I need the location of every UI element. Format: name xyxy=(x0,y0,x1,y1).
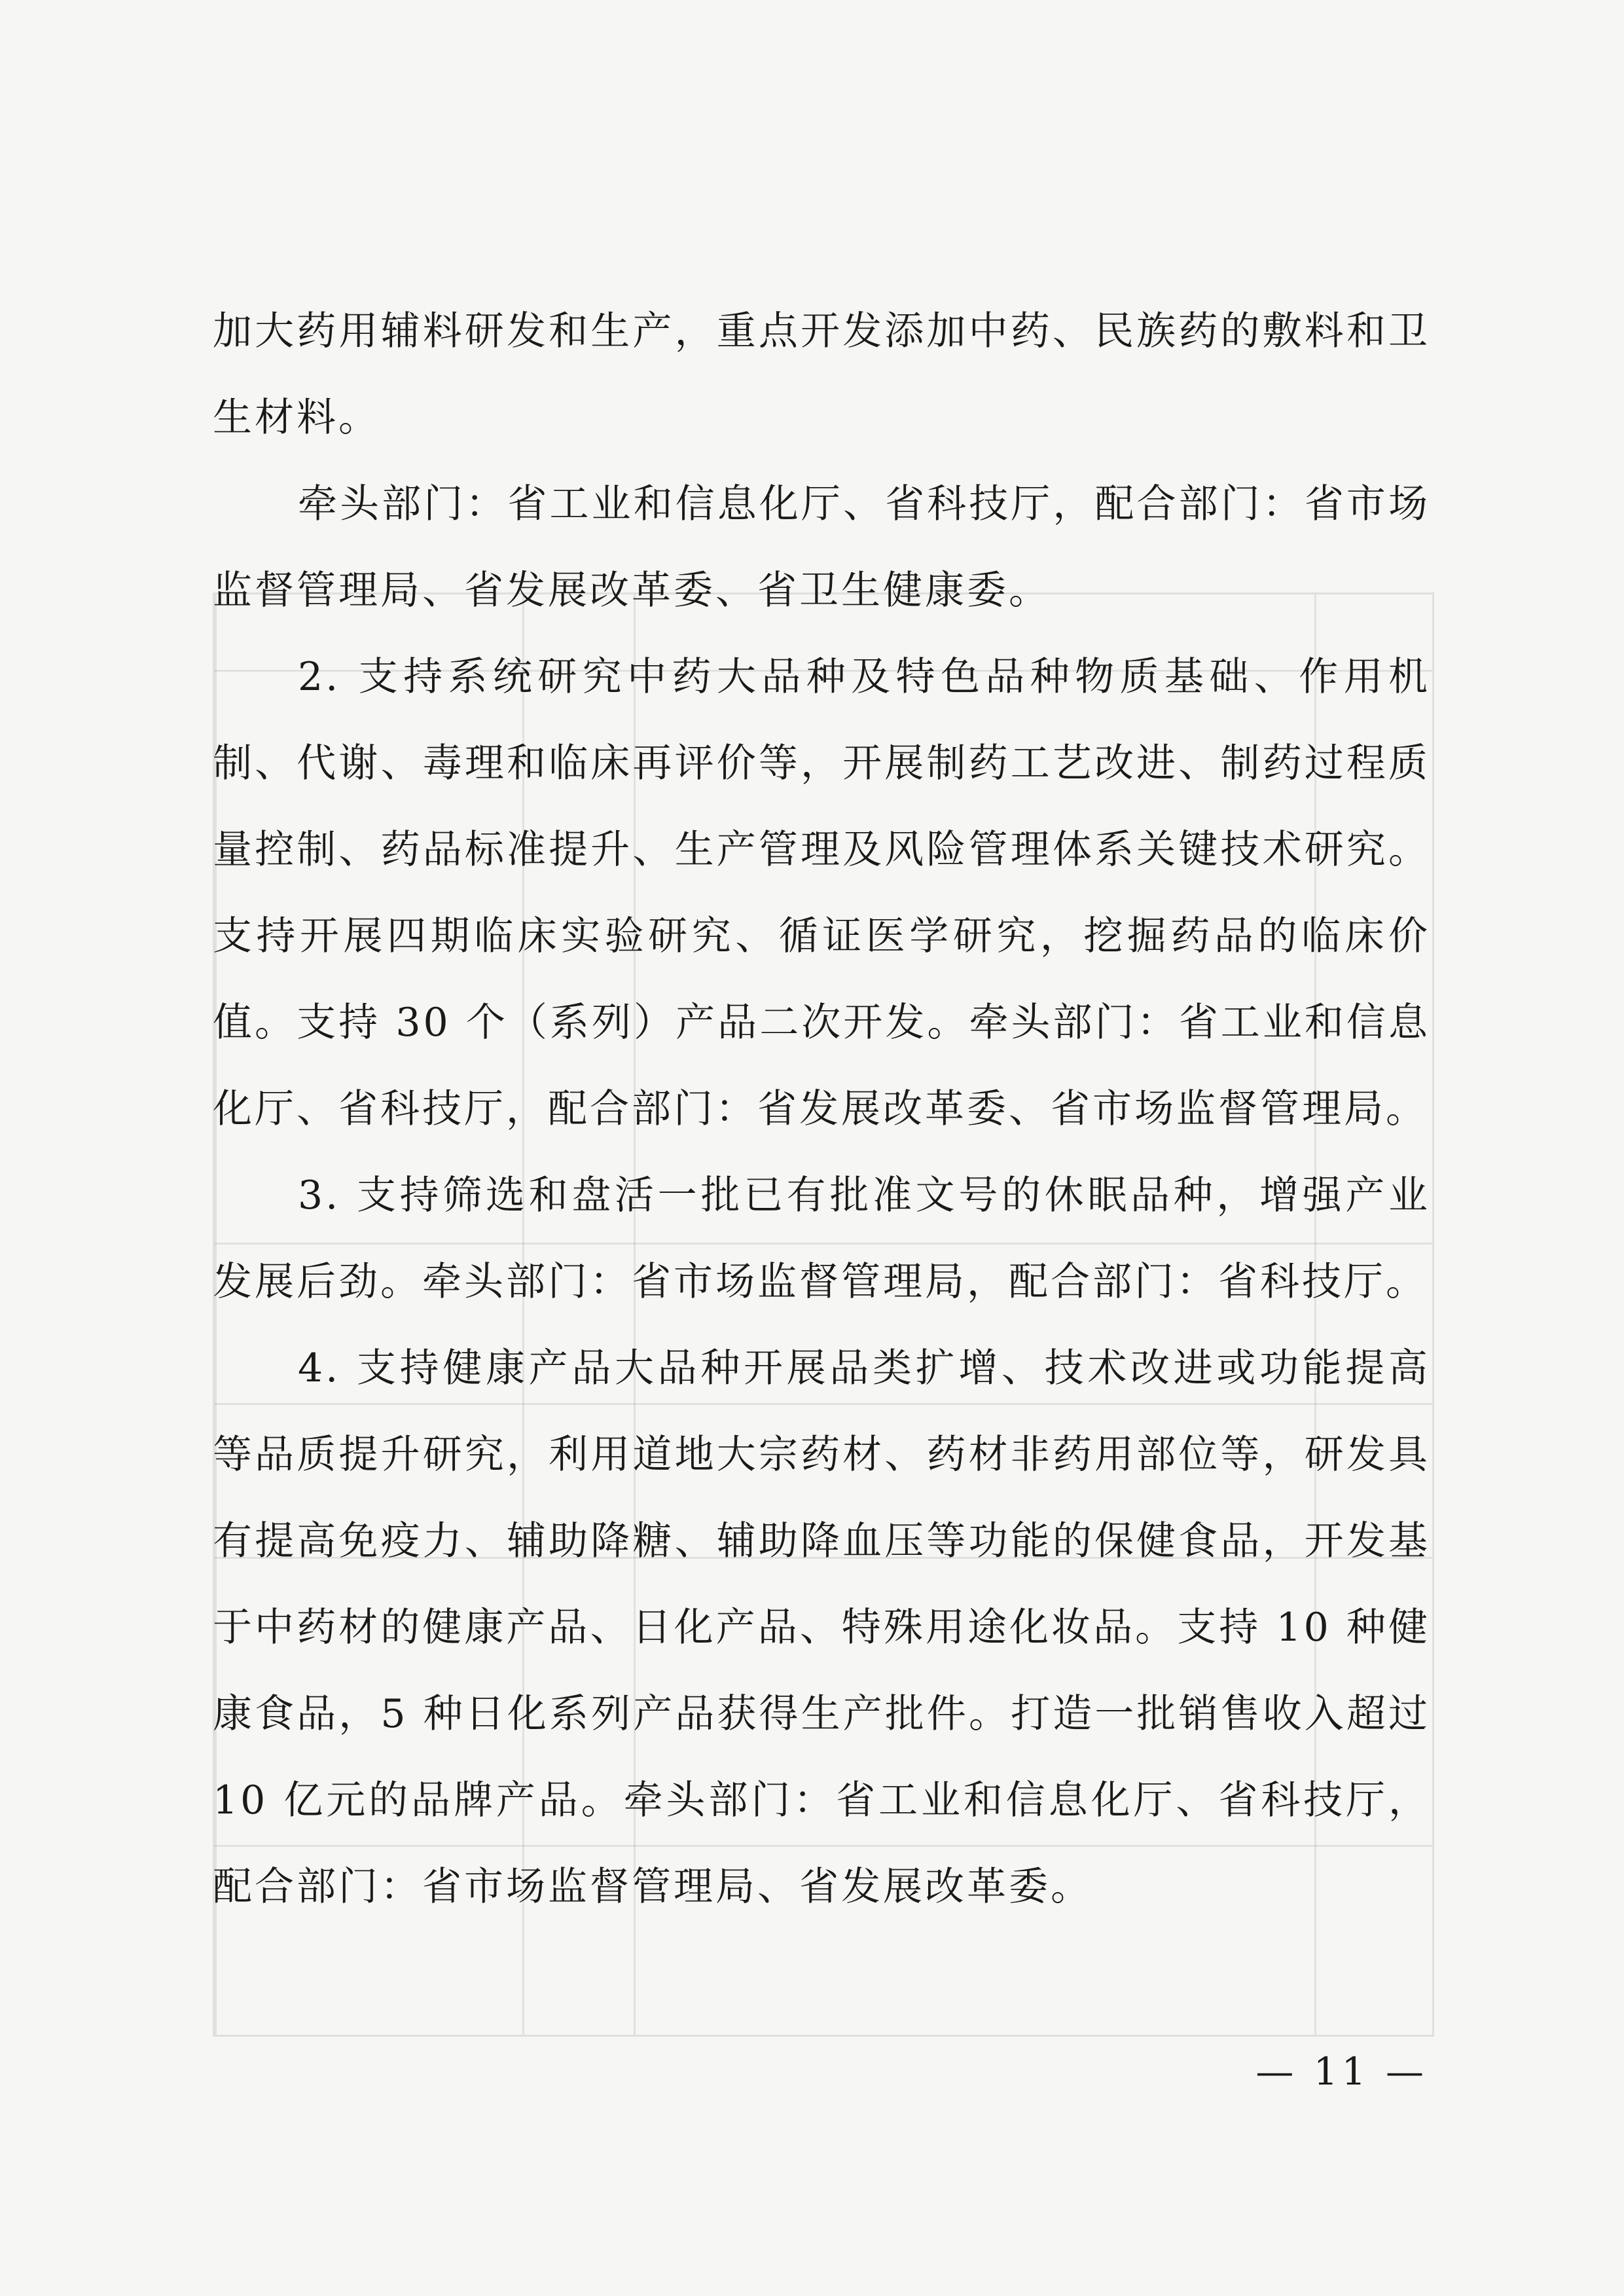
body-text xyxy=(213,288,1430,1930)
paragraph: 4. 支持健康产品大品种开展品类扩增、技术改进或功能提高等品质提升研究，利用道地大宗药材、药材非药用部位等，研发具有提高免疫力、辅助降糖、辅助降血压等功能的保健食品，开发基于中药材的健康产品、日化产品、特殊用途化妆品。支持 10 种健康食品，5 种日化系列产品获得生产批件。打造一批销售收入超过 10 亿元的品牌产品。牵头部门：省工业和信息化厅、省科技厅，配合部门：省市场监督管理局、省发展改革委。 xyxy=(213,1345,1430,1910)
page-number: — 11 — xyxy=(1255,2049,1428,2094)
paragraph: 加大药用辅料研发和生产，重点开发添加中药、民族药的敷料和卫生材料。 xyxy=(213,308,1430,441)
paragraph: 3. 支持筛选和盘活一批已有批准文号的休眠品种，增强产业发展后劲。牵头部门：省市场监督管理局，配合部门：省科技厅。 xyxy=(213,1173,1430,1305)
paragraph: 牵头部门：省工业和信息化厅、省科技厅，配合部门：省市场监督管理局、省发展改革委、省卫生健康委。 xyxy=(213,481,1430,613)
paragraph: 2. 支持系统研究中药大品种及特色品种物质基础、作用机制、代谢、毒理和临床再评价等，开展制药工艺改进、制药过程质量控制、药品标准提升、生产管理及风险管理体系关键技术研究。支持开展四期临床实验研究、循证医学研究，挖掘药品的临床价值。支持 30 个（系列）产品二次开发。牵头部门：省工业和信息化厅、省科技厅，配合部门：省发展改革委、省市场监督管理局。 xyxy=(213,654,1430,1132)
